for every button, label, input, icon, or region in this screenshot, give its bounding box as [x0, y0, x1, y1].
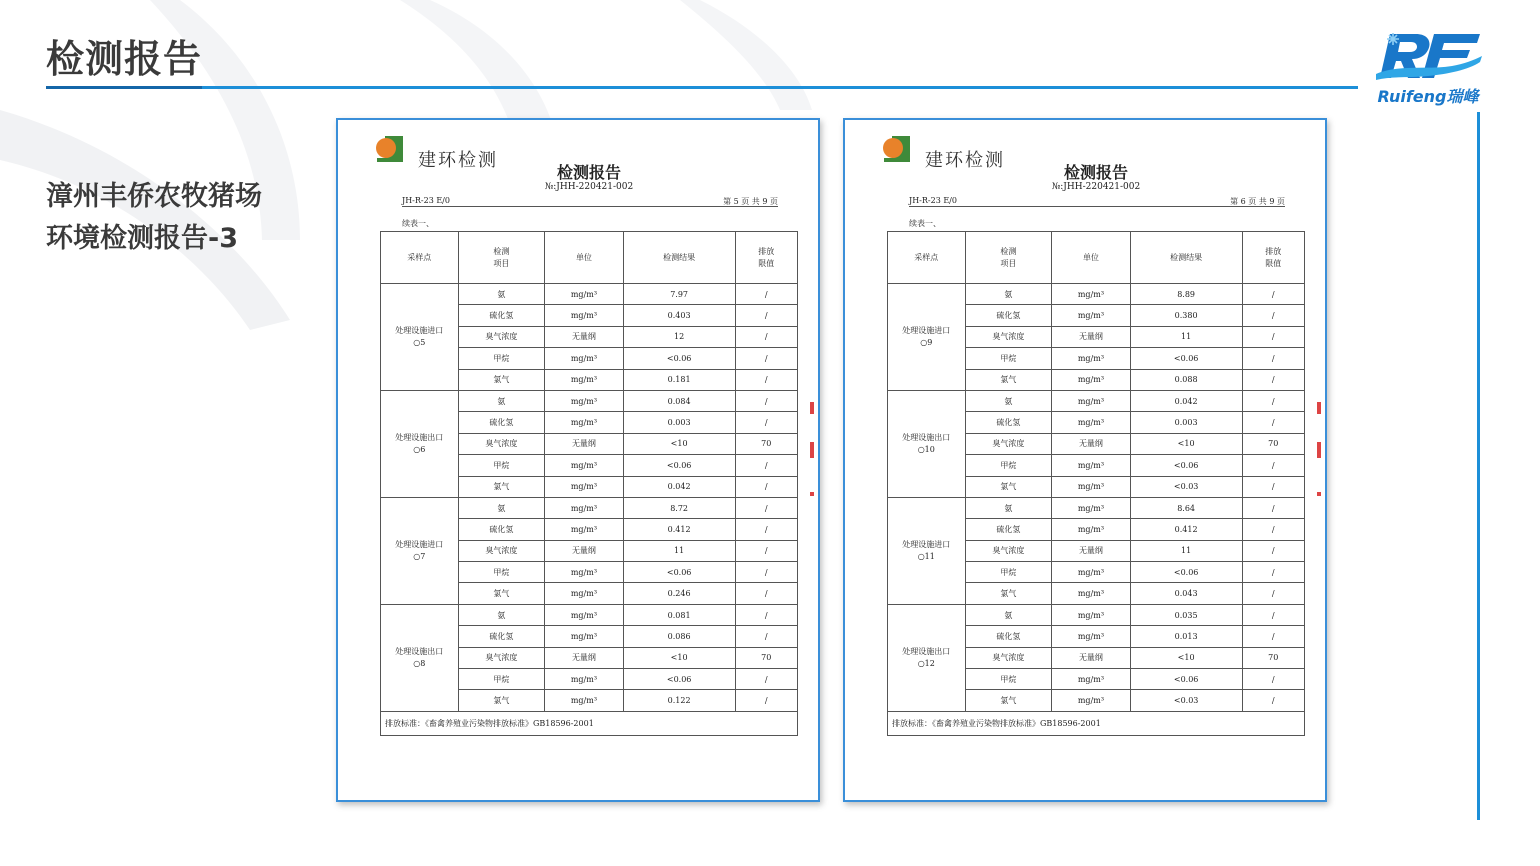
table-header-cell: 检测结果	[623, 232, 735, 284]
continuation-label: 续表一、	[402, 219, 434, 228]
cell-result: 8.72	[623, 497, 735, 518]
cell-item: 氯气	[458, 583, 545, 604]
cell-limit: 70	[1242, 433, 1304, 454]
cell-item: 甲烷	[458, 348, 545, 369]
cell-item: 氯气	[458, 690, 545, 711]
cell-limit: /	[1242, 519, 1304, 540]
table-header-cell: 检测 项目	[965, 232, 1052, 284]
right-accent-line	[1477, 112, 1480, 820]
cell-item: 臭气浓度	[458, 326, 545, 347]
cell-item: 臭气浓度	[965, 540, 1052, 561]
cell-result: 8.89	[1130, 284, 1242, 305]
cell-limit: /	[1242, 690, 1304, 711]
cell-item: 硫化氢	[458, 519, 545, 540]
cell-result: 11	[1130, 326, 1242, 347]
sampling-point-cell: 处理设施出口 ○6	[381, 390, 459, 497]
cell-unit: mg/m³	[1052, 412, 1131, 433]
sampling-point-cell: 处理设施出口 ○12	[888, 604, 966, 711]
cell-item: 氨	[458, 390, 545, 411]
cell-result: 7.97	[623, 284, 735, 305]
emission-standard-note: 排放标准：《畜禽养殖业污染物排放标准》GB18596-2001	[381, 711, 798, 735]
cell-unit: mg/m³	[545, 369, 624, 390]
cell-unit: 无量纲	[1052, 326, 1131, 347]
header-rule	[909, 206, 1285, 207]
cell-result: 0.042	[1130, 390, 1242, 411]
cell-limit: /	[735, 369, 797, 390]
sampling-point-cell: 处理设施进口 ○9	[888, 284, 966, 391]
cell-item: 甲烷	[458, 562, 545, 583]
cell-limit: /	[1242, 562, 1304, 583]
cell-result: 8.64	[1130, 497, 1242, 518]
cell-item: 氨	[458, 497, 545, 518]
cell-limit: /	[735, 326, 797, 347]
cell-result: 0.246	[623, 583, 735, 604]
cell-unit: 无量纲	[545, 647, 624, 668]
cell-result: 0.084	[623, 390, 735, 411]
page-indicator: 第 5 页 共 9 页	[723, 197, 778, 206]
cell-item: 硫化氢	[965, 412, 1052, 433]
cell-unit: mg/m³	[545, 583, 624, 604]
cell-limit: /	[735, 562, 797, 583]
cell-limit: /	[735, 497, 797, 518]
cell-result: <10	[1130, 647, 1242, 668]
cell-unit: 无量纲	[545, 433, 624, 454]
subtitle-line-1: 漳州丰侨农牧猪场	[46, 181, 262, 212]
continuation-label: 续表一、	[909, 219, 941, 228]
cell-unit: mg/m³	[545, 455, 624, 476]
cell-result: <0.06	[1130, 455, 1242, 476]
cell-unit: mg/m³	[545, 305, 624, 326]
cell-item: 臭气浓度	[458, 647, 545, 668]
sampling-point-cell: 处理设施出口 ○8	[381, 604, 459, 711]
table-header-cell: 采样点	[381, 232, 459, 284]
cell-limit: /	[1242, 626, 1304, 647]
cell-result: 0.043	[1130, 583, 1242, 604]
table-header-cell: 采样点	[888, 232, 966, 284]
table-header-row	[888, 232, 1305, 284]
cell-limit: /	[1242, 284, 1304, 305]
cell-result: 11	[1130, 540, 1242, 561]
cell-unit: 无量纲	[545, 540, 624, 561]
cell-unit: 无量纲	[1052, 647, 1131, 668]
cell-limit: /	[735, 284, 797, 305]
cell-limit: /	[735, 604, 797, 625]
table-row	[381, 497, 798, 518]
cell-unit: mg/m³	[1052, 455, 1131, 476]
cell-unit: mg/m³	[545, 669, 624, 690]
cell-item: 臭气浓度	[965, 647, 1052, 668]
cell-result: 0.412	[1130, 519, 1242, 540]
cell-unit: mg/m³	[1052, 284, 1131, 305]
cell-limit: /	[1242, 412, 1304, 433]
cell-result: 0.122	[623, 690, 735, 711]
cell-item: 甲烷	[965, 348, 1052, 369]
cell-unit: mg/m³	[1052, 476, 1131, 497]
report-title: 检测报告	[1063, 163, 1128, 182]
report-number: №:JHH-220421-002	[1051, 182, 1141, 192]
cell-item: 氨	[965, 284, 1052, 305]
cell-item: 氯气	[965, 476, 1052, 497]
cell-result: <0.06	[1130, 562, 1242, 583]
cell-result: 0.088	[1130, 369, 1242, 390]
cell-result: 0.013	[1130, 626, 1242, 647]
cell-item: 甲烷	[965, 562, 1052, 583]
cell-limit: /	[1242, 604, 1304, 625]
cell-item: 氨	[965, 497, 1052, 518]
cell-item: 甲烷	[965, 455, 1052, 476]
cell-item: 氯气	[965, 690, 1052, 711]
cell-unit: mg/m³	[1052, 348, 1131, 369]
report-title: 检测报告	[556, 163, 621, 182]
cell-limit: /	[1242, 540, 1304, 561]
sampling-point-cell: 处理设施进口 ○7	[381, 497, 459, 604]
cell-item: 硫化氢	[965, 519, 1052, 540]
table-header-cell: 单位	[1052, 232, 1131, 284]
cell-item: 硫化氢	[458, 626, 545, 647]
cell-limit: /	[735, 305, 797, 326]
cell-limit: /	[735, 390, 797, 411]
table-header-cell: 排放 限值	[735, 232, 797, 284]
cell-unit: 无量纲	[1052, 540, 1131, 561]
page-indicator: 第 6 页 共 9 页	[1230, 197, 1285, 206]
seal-edge-mark	[810, 442, 814, 458]
table-header-cell: 检测结果	[1130, 232, 1242, 284]
cell-result: <0.06	[623, 562, 735, 583]
cell-result: <0.06	[623, 455, 735, 476]
table-row	[888, 390, 1305, 411]
table-row	[381, 604, 798, 625]
cell-item: 氯气	[458, 369, 545, 390]
cell-result: 0.403	[623, 305, 735, 326]
report-page-1	[336, 118, 820, 802]
cell-item: 氨	[965, 390, 1052, 411]
cell-limit: /	[735, 540, 797, 561]
cell-result: 11	[623, 540, 735, 561]
cell-item: 臭气浓度	[458, 433, 545, 454]
slide-subtitle	[46, 176, 262, 260]
slide-title: 检测报告	[46, 37, 203, 81]
cell-item: 氯气	[965, 369, 1052, 390]
table-row	[888, 604, 1305, 625]
cell-item: 氨	[458, 604, 545, 625]
seal-edge-mark	[810, 402, 814, 414]
cell-unit: mg/m³	[1052, 369, 1131, 390]
cell-result: <0.03	[1130, 476, 1242, 497]
cell-unit: mg/m³	[545, 497, 624, 518]
report-page-2	[843, 118, 1327, 802]
cell-unit: mg/m³	[545, 626, 624, 647]
cell-unit: mg/m³	[1052, 562, 1131, 583]
cell-unit: mg/m³	[1052, 519, 1131, 540]
cell-limit: /	[735, 626, 797, 647]
cell-result: <0.06	[623, 669, 735, 690]
cell-result: 0.035	[1130, 604, 1242, 625]
seal-edge-mark	[1317, 442, 1321, 458]
cell-limit: /	[1242, 348, 1304, 369]
cell-item: 甲烷	[458, 669, 545, 690]
cell-result: <0.03	[1130, 690, 1242, 711]
cell-unit: mg/m³	[1052, 690, 1131, 711]
cell-limit: /	[1242, 369, 1304, 390]
cell-limit: /	[735, 690, 797, 711]
document-code: JH-R-23 E/0	[402, 196, 450, 205]
cell-item: 甲烷	[458, 455, 545, 476]
results-table	[887, 231, 1305, 736]
cell-result: 0.081	[623, 604, 735, 625]
cell-limit: /	[735, 476, 797, 497]
cell-limit: /	[735, 348, 797, 369]
table-header-cell: 排放 限值	[1242, 232, 1304, 284]
cell-unit: mg/m³	[1052, 497, 1131, 518]
cell-limit: /	[1242, 455, 1304, 476]
cell-limit: /	[735, 455, 797, 476]
cell-item: 硫化氢	[458, 412, 545, 433]
cell-result: <10	[623, 647, 735, 668]
cell-result: <0.06	[1130, 348, 1242, 369]
cell-result: 0.003	[623, 412, 735, 433]
table-header-row	[381, 232, 798, 284]
org-name: 建环检测	[418, 150, 498, 171]
cell-limit: /	[1242, 497, 1304, 518]
cell-limit: /	[735, 519, 797, 540]
cell-unit: mg/m³	[1052, 390, 1131, 411]
title-underline-accent	[46, 86, 202, 89]
cell-limit: /	[735, 669, 797, 690]
title-divider	[46, 86, 1358, 89]
cell-item: 臭气浓度	[458, 540, 545, 561]
cell-item: 氨	[458, 284, 545, 305]
cell-result: <0.06	[623, 348, 735, 369]
seal-edge-mark	[1317, 402, 1321, 414]
cell-unit: 无量纲	[545, 326, 624, 347]
cell-limit: /	[1242, 305, 1304, 326]
cell-limit: /	[1242, 669, 1304, 690]
standard-row	[888, 711, 1305, 735]
emission-standard-note: 排放标准：《畜禽养殖业污染物排放标准》GB18596-2001	[888, 711, 1305, 735]
cell-unit: mg/m³	[1052, 669, 1131, 690]
cell-unit: mg/m³	[545, 604, 624, 625]
cell-unit: mg/m³	[545, 390, 624, 411]
sampling-point-cell: 处理设施进口 ○5	[381, 284, 459, 391]
table-header-cell: 检测 项目	[458, 232, 545, 284]
cell-item: 硫化氢	[965, 305, 1052, 326]
cell-result: 0.003	[1130, 412, 1242, 433]
cell-limit: 70	[735, 647, 797, 668]
cell-result: <0.06	[1130, 669, 1242, 690]
cell-limit: /	[1242, 583, 1304, 604]
cell-result: 0.181	[623, 369, 735, 390]
cell-result: 0.380	[1130, 305, 1242, 326]
cell-result: 0.412	[623, 519, 735, 540]
cell-item: 硫化氢	[965, 626, 1052, 647]
logo-wordmark: Ruifeng瑞峰	[1377, 87, 1479, 106]
table-header-cell: 单位	[545, 232, 624, 284]
table-row	[381, 284, 798, 305]
cell-limit: /	[735, 412, 797, 433]
cell-unit: mg/m³	[1052, 583, 1131, 604]
cell-limit: /	[1242, 476, 1304, 497]
header-rule	[402, 206, 778, 207]
results-table	[380, 231, 798, 736]
cell-unit: 无量纲	[1052, 433, 1131, 454]
table-row	[888, 284, 1305, 305]
cell-limit: 70	[735, 433, 797, 454]
cell-unit: mg/m³	[1052, 305, 1131, 326]
cell-unit: mg/m³	[545, 284, 624, 305]
cell-unit: mg/m³	[545, 412, 624, 433]
cell-unit: mg/m³	[545, 348, 624, 369]
org-name: 建环检测	[925, 150, 1005, 171]
cell-limit: /	[735, 583, 797, 604]
cell-item: 氯气	[965, 583, 1052, 604]
sampling-point-cell: 处理设施进口 ○11	[888, 497, 966, 604]
cell-item: 氨	[965, 604, 1052, 625]
cell-unit: mg/m³	[1052, 626, 1131, 647]
seal-edge-mark	[1317, 492, 1321, 496]
report-number: №:JHH-220421-002	[544, 182, 634, 192]
seal-edge-mark	[810, 492, 814, 496]
table-row	[381, 390, 798, 411]
cell-limit: /	[1242, 326, 1304, 347]
sampling-point-cell: 处理设施出口 ○10	[888, 390, 966, 497]
cell-item: 臭气浓度	[965, 326, 1052, 347]
cell-unit: mg/m³	[545, 562, 624, 583]
cell-unit: mg/m³	[545, 690, 624, 711]
cell-result: 0.086	[623, 626, 735, 647]
cell-item: 氯气	[458, 476, 545, 497]
cell-unit: mg/m³	[545, 519, 624, 540]
cell-item: 硫化氢	[458, 305, 545, 326]
cell-result: <10	[1130, 433, 1242, 454]
cell-item: 臭气浓度	[965, 433, 1052, 454]
cell-item: 甲烷	[965, 669, 1052, 690]
cell-unit: mg/m³	[1052, 604, 1131, 625]
cell-result: 12	[623, 326, 735, 347]
cell-limit: 70	[1242, 647, 1304, 668]
table-row	[888, 497, 1305, 518]
cell-unit: mg/m³	[545, 476, 624, 497]
cell-result: <10	[623, 433, 735, 454]
cell-limit: /	[1242, 390, 1304, 411]
subtitle-line-2: 环境检测报告-3	[46, 223, 238, 254]
standard-row	[381, 711, 798, 735]
cell-result: 0.042	[623, 476, 735, 497]
document-code: JH-R-23 E/0	[909, 196, 957, 205]
